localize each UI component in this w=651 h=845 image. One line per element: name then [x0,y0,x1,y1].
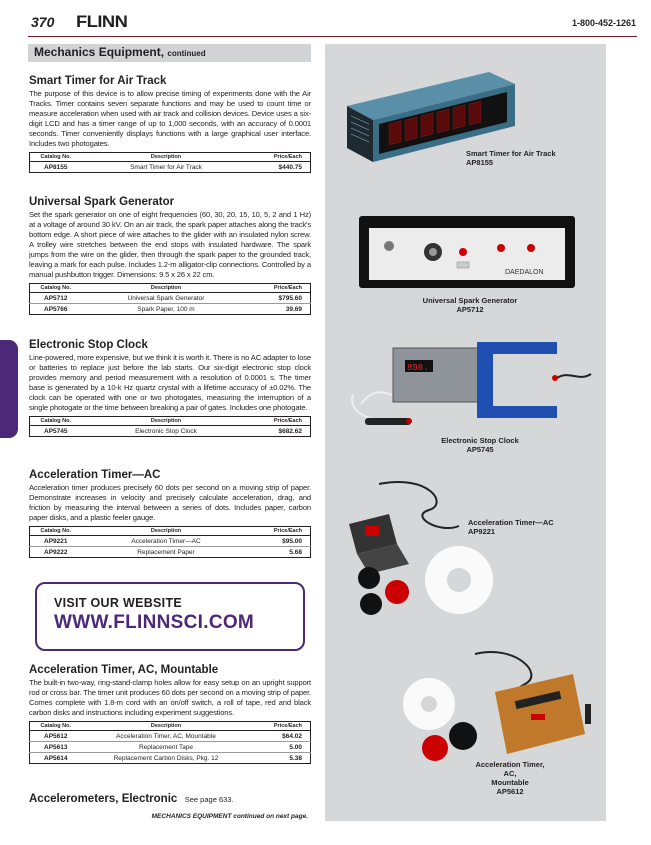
table-row [30,536,311,547]
accelerometers-see-page: See page 633. [184,795,234,804]
table-row [30,304,311,315]
col-catalog: Catalog No. [30,417,82,426]
item-description: Acceleration Timer, AC, Mountable [82,731,251,742]
item-price: 5.00 [251,742,311,753]
col-catalog: Catalog No. [30,153,82,162]
col-price: Price/Each [251,153,311,162]
caption-name: Electronic Stop Clock [441,436,519,445]
continued-footer-note: MECHANICS EQUIPMENT continued on next page. [151,813,308,820]
accelerometers-title: Accelerometers, Electronic [29,793,178,805]
product-stop-clock [29,339,311,437]
col-price: Price/Each [251,722,311,731]
col-price: Price/Each [251,527,311,536]
catalog-table [29,416,311,437]
item-description: Replacement Carbon Disks, Pkg. 12 [82,753,251,764]
stop-clock-display: 898. [407,363,429,373]
section-side-tab [0,340,18,438]
col-price: Price/Each [251,417,311,426]
caption-smart-timer [466,149,556,167]
daedalon-brand-label: DAEDALON [505,269,544,276]
caption-name: Acceleration Timer—AC [468,518,554,527]
catalog-number: AP5745 [30,426,82,437]
col-catalog: Catalog No. [30,284,82,293]
catalog-number: AP9222 [30,547,82,558]
mountable-timer-photo [385,644,599,764]
acceleration-timer-photo [339,474,499,624]
item-description: Acceleration Timer—AC [82,536,251,547]
table-row [30,753,311,764]
catalog-number: AP5614 [30,753,82,764]
product-title: Electronic Stop Clock [29,339,148,351]
item-description: Replacement Paper [82,547,251,558]
item-description: Spark Paper, 100 m [82,304,251,315]
product-spark-generator [29,196,311,315]
caption-spark-generator [415,296,525,314]
caption-code: AP9221 [468,527,496,536]
item-price: 39.69 [251,304,311,315]
col-description: Description [82,417,251,426]
product-description: The built-in two-way, ring-stand-clamp holes allow for easy setup on an upright support rod or cross bar. The timer unit produces 60 dots per second on a moving strip of paper. Comes complete with 1.8-m cord with an on/off switch, a roll of tape, red and black carbon disks and instructions including experiment suggestions. [29,678,311,717]
catalog-table [29,721,311,764]
item-description: Universal Spark Generator [82,293,251,304]
catalog-table [29,283,311,315]
website-url-link[interactable]: WWW.FLINNSCI.COM [54,612,255,633]
caption-code: AP5745 [466,445,494,454]
item-description: Smart Timer for Air Track [82,162,251,173]
table-header-row [30,284,311,293]
brand-logo: FLINN [76,12,128,31]
item-price: $682.62 [251,426,311,437]
item-price: 5.38 [251,753,311,764]
header-rule [28,36,637,37]
product-image-panel [325,44,606,821]
product-description: Acceleration timer produces precisely 60 dots per second on a moving strip of paper. Demonstrate increases in velocity and precisely calculate acceleration, drag, and friction by measuring the interval between a series of dots. Includes paper, carbon paper disks, and a plastic feeler gauge. [29,483,311,522]
product-title: Acceleration Timer—AC [29,469,161,481]
catalog-number: AP5613 [30,742,82,753]
col-description: Description [82,153,251,162]
item-price: $795.60 [251,293,311,304]
section-continued: continued [167,49,206,58]
item-price: $440.75 [251,162,311,173]
section-title: Mechanics Equipment, [34,45,165,59]
product-acceleration-timer [29,469,311,558]
product-smart-timer [29,75,311,173]
col-catalog: Catalog No. [30,722,82,731]
caption-code: AP5612 [496,787,524,796]
table-header-row [30,417,311,426]
website-promo-box [35,582,305,651]
caption-code: AP8155 [466,158,494,167]
col-description: Description [82,284,251,293]
website-promo-heading: VISIT OUR WEBSITE [54,596,183,610]
table-row [30,162,311,173]
caption-name: Smart Timer for Air Track [466,149,556,158]
caption-name: Universal Spark Generator [422,296,518,305]
catalog-number: AP5766 [30,304,82,315]
stop-clock-photo [343,334,593,434]
section-banner [28,44,311,62]
table-row [30,293,311,304]
col-price: Price/Each [251,284,311,293]
table-row [30,426,311,437]
caption-stop-clock [425,436,535,454]
product-description: Line-powered, more expensive, but we think it is worth it. There is no AC adapter to lose or batteries to replace just before the lab starts. Our six-digit electronic stop clock provides memory and period measurement with a resolution of 0.0001 s. The timer base is generated by a 10-k Hz quartz crystal with a lifetime accuracy of ±0.02%. The clock can be operated with one or two photogates, measuring the interruption of a single photogate or the time between breaking a pair of gates. Includes one photogate. [29,353,311,412]
catalog-number: AP5712 [30,293,82,304]
caption-mountable-timer [470,760,550,796]
item-description: Replacement Tape [82,742,251,753]
catalog-table [29,526,311,558]
catalog-number: AP5612 [30,731,82,742]
table-header-row [30,722,311,731]
table-row [30,547,311,558]
catalog-table [29,152,311,173]
product-description: Set the spark generator on one of eight frequencies (60, 30, 20, 15, 10, 5, 2 and 1 Hz) at a voltage of around 30 kV. On an air track, the spark paper attaches along the track's bottom edge. A short piece of wire attaches to the glider with an insulated nylon screw. A trolley wire stretches between the end stops with insulated hardware. The spark jumps from the wire on the glider, then through the spark paper to the grounded track, leaving a mark for each pulse. Includes 1.2-m alligator-clip connections. Controlled by a manual pushbutton trigger. Dimensions: 9.5 x 26 x 22 cm. [29,210,311,279]
product-title: Acceleration Timer, AC, Mountable [29,664,219,676]
item-price: 5.68 [251,547,311,558]
caption-code: AP5712 [456,305,484,314]
table-header-row [30,153,311,162]
table-row [30,742,311,753]
product-title: Smart Timer for Air Track [29,75,167,87]
product-description: The purpose of this device is to allow precise timing of experiments done with the Air Tracks. Timer contains seven separate functions and may be used to count time or measure acceleration when used with air track and collision devices. Device uses a six-digit LCD and has a timer range of up to 1,000 seconds, with an accuracy of 0.0001 seconds. Timer conveniently displays functions with a large graphical user interface. Includes two photogates. [29,89,311,148]
caption-name-line1: Acceleration Timer, AC, [475,760,545,778]
catalog-number: AP8155 [30,162,82,173]
col-catalog: Catalog No. [30,527,82,536]
catalog-number: AP9221 [30,536,82,547]
product-acceleration-timer-mountable [29,664,311,764]
table-row [30,731,311,742]
page-number: 370 [31,14,55,30]
accelerometers-reference [29,789,234,807]
caption-acceleration-timer [468,518,554,536]
item-description: Electronic Stop Clock [82,426,251,437]
phone-number: 1-800-452-1261 [571,18,636,28]
table-header-row [30,527,311,536]
col-description: Description [82,527,251,536]
spark-generator-photo [359,210,575,294]
col-description: Description [82,722,251,731]
caption-name-line2: Mountable [491,778,529,787]
item-price: $64.02 [251,731,311,742]
product-title: Universal Spark Generator [29,196,175,208]
item-price: $95.00 [251,536,311,547]
